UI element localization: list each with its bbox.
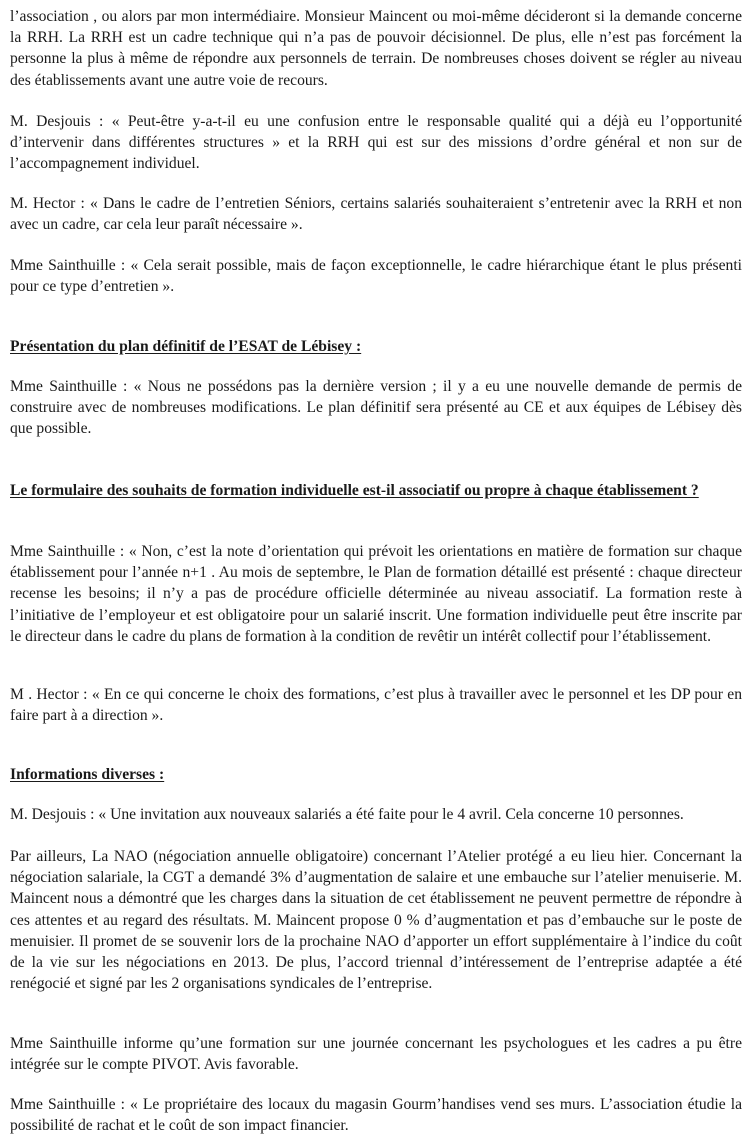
paragraph-nao: Par ailleurs, La NAO (négociation annuelle obligatoire) concernant l’Atelier protégé a eu lieu hier. Concernant la négociation salariale, la CGT a demandé 3% d’augmentation de salaire et une embauche sur l’atelier menuiserie. M. Maincent nous a démontré que les charges dans la situation de cet établissement ne peuvent permettre de répondre à ces attentes et au regard des résultats. M. Maincent propose 0 % d’augmentation et pas d’embauche sur le poste de menuisier. Il promet de se souvenir lors de la prochaine NAO d’apporter un effort supplémentaire à l’indice du coût de la vie sur les négociations en 2013. De plus, l’accord triennal d’intéressement de l’entreprise adaptée a été renégocié et signé par les 2 organisations syndicales de l’entreprise. (10, 848, 742, 993)
heading-formulaire-formation: Le formulaire des souhaits de formation individuelle est-il associatif ou propre à chaque établissement ? (10, 482, 699, 499)
paragraph-formation-pivot: Mme Sainthuille informe qu’une formation sur une journée concernant les psychologues et les cadres a pu être intégrée sur le compte PIVOT. Avis favorable. (10, 1035, 742, 1074)
paragraph-plan-esat: Mme Sainthuille : « Nous ne possédons pas la dernière version ; il y a eu une nouvelle demande de permis de construire avec de nombreuses modifications. Le plan définitif sera présenté au CE et aux équipes de Lébisey dès que possible. (10, 378, 742, 438)
paragraph-sainthuille-exceptionnel: Mme Sainthuille : « Cela serait possible, mais de façon exceptionnelle, le cadre hiérarchique étant le plus présenti pour ce type d’entretien ». (10, 257, 742, 296)
paragraph-gourmhandises: Mme Sainthuille : « Le propriétaire des locaux du magasin Gourm’handises vend ses murs. L’association étudie la possibilité de rachat et le coût de son impact financier. (10, 1096, 742, 1135)
paragraph-note-orientation: Mme Sainthuille : « Non, c’est la note d’orientation qui prévoit les orientations en matière de formation sur chaque établissement pour l’année n+1 . Au mois de septembre, le Plan de formation détaillé est présenté : chaque directeur recense les besoins; il n’y a pas de procédure officielle déterminée au niveau associatif. La formation reste à l’initiative de l’employeur et est obligatoire pour un salarié inscrit. Une formation individuelle peut être inscrite par le directeur dans le cadre du plans de formation à la condition de revêtir un intérêt collectif pour l’établissement. (10, 543, 742, 645)
paragraph-hector-seniors: M. Hector : « Dans le cadre de l’entretien Séniors, certains salariés souhaiteraient s’entretenir avec la RRH et non avec un cadre, car cela leur paraît nécessaire ». (10, 195, 742, 234)
paragraph-desjouis-qualite: M. Desjouis : « Peut-être y-a-t-il eu une confusion entre le responsable qualité qui a déjà eu l’opportunité d’intervenir dans différentes structures » et la RRH qui est sur des missions d’ordre général et non sur de l’accompagnement individuel. (10, 113, 742, 173)
paragraph-rrh-decision: l’association , ou alors par mon intermédiaire. Monsieur Maincent ou moi-même décideront si la demande concerne la RRH. La RRH est un cadre technique qui n’a pas de pouvoir décisionnel. De plus, elle n’est pas forcément la personne la plus à même de répondre aux personnels de terrain. De nombreuses choses doivent se régler au niveau des établissements avant une autre voie de recours. (10, 8, 742, 89)
heading-informations-diverses: Informations diverses : (10, 766, 165, 783)
heading-plan-esat: Présentation du plan définitif de l’ESAT de Lébisey : (10, 338, 362, 355)
paragraph-hector-formations: M . Hector : « En ce qui concerne le choix des formations, c’est plus à travailler avec le personnel et les DP pour en faire part à a direction ». (10, 686, 742, 725)
paragraph-invitation-nouveaux: M. Desjouis : « Une invitation aux nouveaux salariés a été faite pour le 4 avril. Cela concerne 10 personnes. (10, 806, 684, 823)
